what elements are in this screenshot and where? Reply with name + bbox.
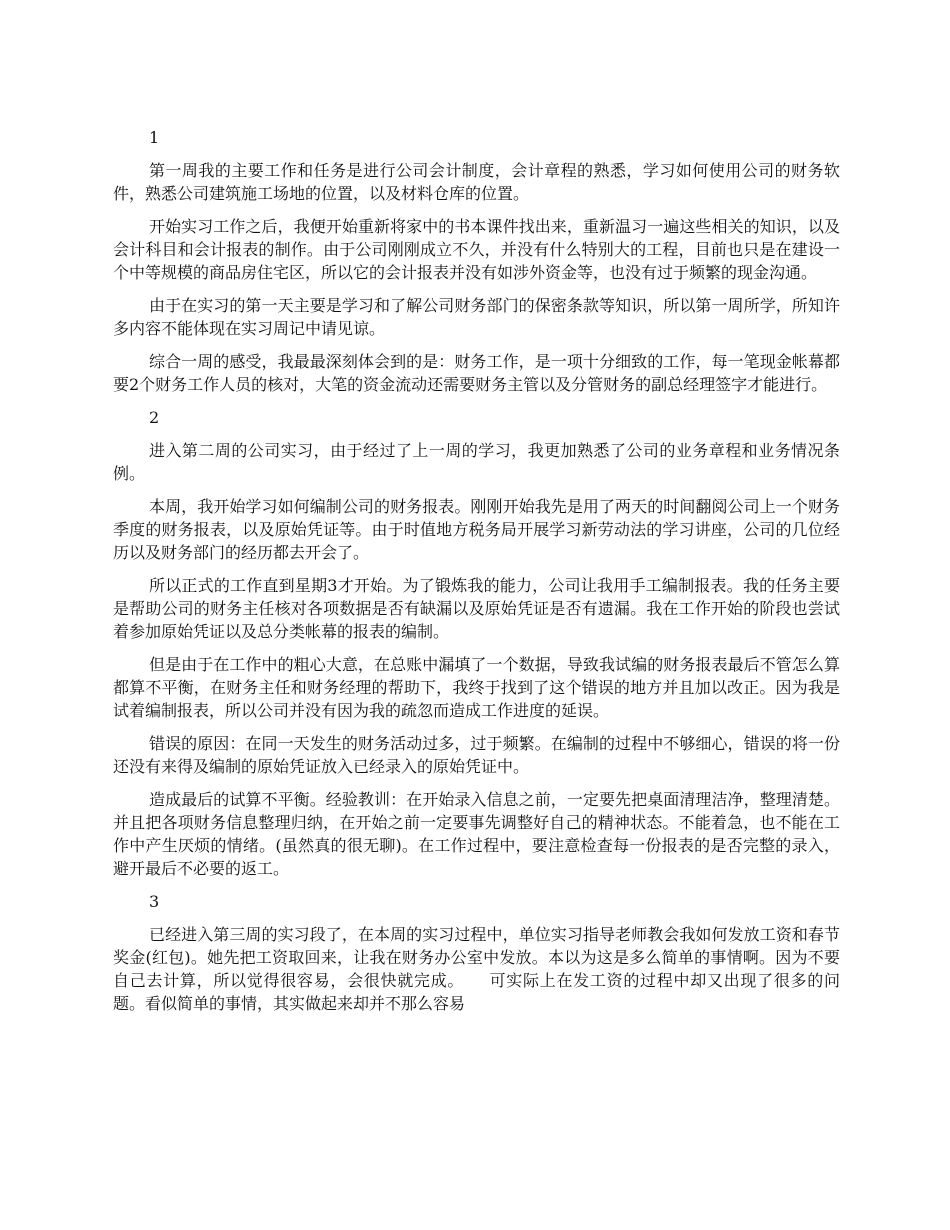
paragraph: 造成最后的试算不平衡。经验教训：在开始录入信息之前，一定要先把桌面清理洁净，整理清楚。并且把各项财务信息整理归纳，在开始之前一定要事先调整好自己的精神状态。不能着急，也不能在工作中产生厌烦的情绪。(虽然真的很无聊)。在工作过程中，要注意检查每一份报表的是否完整的录入，避开最后不必要的返工。 bbox=[113, 790, 840, 878]
week-number: 1 bbox=[149, 128, 160, 147]
paragraph: 所以正式的工作直到星期3才开始。为了锻炼我的能力，公司让我用手工编制报表。我的任务主要是帮助公司的财务主任核对各项数据是否有缺漏以及原始凭证是否有遗漏。我在工作开始的阶段也尝试着参加原始凭证以及总分类帐幕的报表的编制。 bbox=[113, 576, 840, 641]
paragraph: 第一周我的主要工作和任务是进行公司会计制度，会计章程的熟悉，学习如何使用公司的财务软件，熟悉公司建筑施工场地的位置，以及材料仓库的位置。 bbox=[113, 161, 840, 203]
paragraph: 但是由于在工作中的粗心大意，在总账中漏填了一个数据，导致我试编的财务报表最后不管怎么算都算不平衡，在财务主任和财务经理的帮助下，我终于找到了这个错误的地方并且加以改正。因为我是试着编制报表，所以公司并没有因为我的疏忽而造成工作进度的延误。 bbox=[113, 655, 840, 720]
paragraph: 已经进入第三周的实习段了，在本周的实习过程中，单位实习指导老师教会我如何发放工资和春节奖金(红包)。她先把工资取回来，让我在财务办公室中发放。本以为这是多么简单的事情啊。因为不要自己去计算，所以觉得很容易，会很快就完成。 可实际上在发工资的过程中却又出现了很多的问题。看似简单的事情，其实做起来却并不那么容易 bbox=[113, 925, 840, 1013]
week-number: 3 bbox=[149, 892, 160, 911]
paragraph: 进入第二周的公司实习，由于经过了上一周的学习，我更加熟悉了公司的业务章程和业务情况条例。 bbox=[113, 441, 840, 483]
paragraph: 本周，我开始学习如何编制公司的财务报表。刚刚开始我先是用了两天的时间翻阅公司上一个财务季度的财务报表，以及原始凭证等。由于时值地方税务局开展学习新劳动法的学习讲座，公司的几位经历以及财务部门的经历都去开会了。 bbox=[113, 497, 840, 562]
paragraph: 综合一周的感受，我最最深刻体会到的是：财务工作，是一项十分细致的工作，每一笔现金帐幕都要2个财务工作人员的核对，大笔的资金流动还需要财务主管以及分管财务的副总经理签字才能进行。 bbox=[113, 352, 840, 394]
paragraph: 开始实习工作之后，我便开始重新将家中的书本课件找出来，重新温习一遍这些相关的知识，以及会计科目和会计报表的制作。由于公司刚刚成立不久，并没有什么特别大的工程，目前也只是在建设一个中等规模的商品房住宅区，所以它的会计报表并没有如涉外资金等，也没有过于频繁的现金沟通。 bbox=[113, 217, 840, 282]
paragraph: 由于在实习的第一天主要是学习和了解公司财务部门的保密条款等知识，所以第一周所学，所知许多内容不能体现在实习周记中请见谅。 bbox=[113, 296, 840, 338]
document-page bbox=[113, 118, 840, 1025]
week-number: 2 bbox=[149, 408, 160, 427]
paragraph: 错误的原因：在同一天发生的财务活动过多，过于频繁。在编制的过程中不够细心，错误的将一份还没有来得及编制的原始凭证放入已经录入的原始凭证中。 bbox=[113, 734, 840, 776]
